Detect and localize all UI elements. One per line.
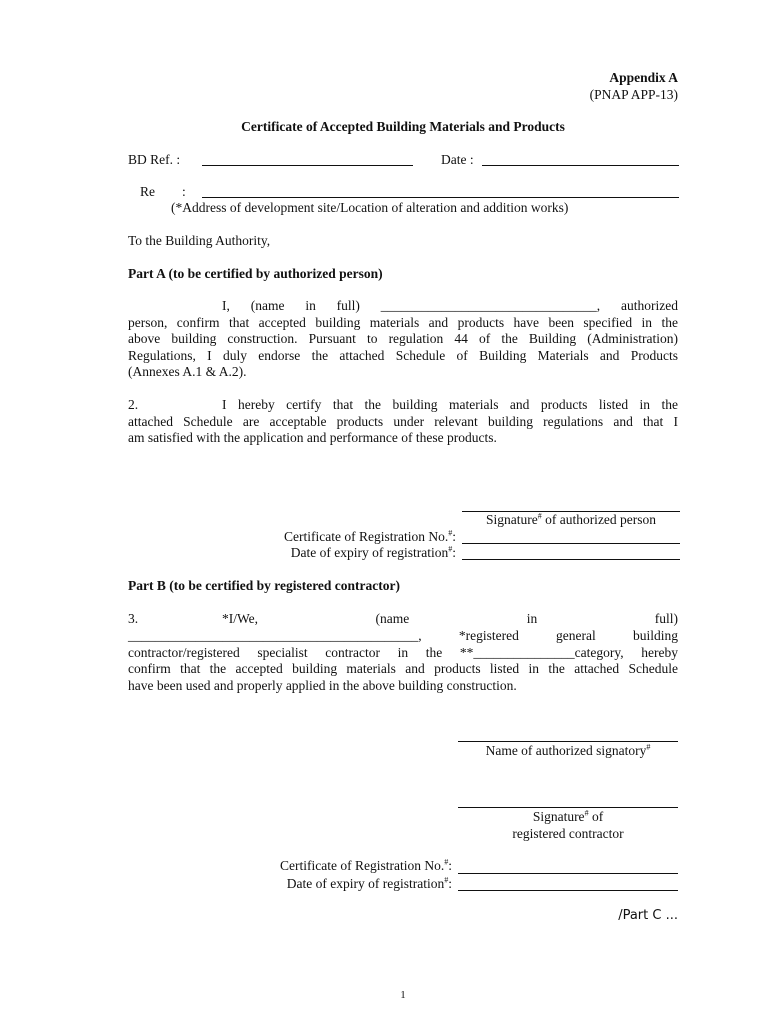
ap-signature-label: Signature# of authorized person bbox=[485, 511, 657, 527]
paragraph-line: I hereby certify that the building materials and products listed in the bbox=[222, 397, 678, 412]
paragraph-line: Regulations, I duly endorse the attached Schedule of Building Materials and Products bbox=[128, 347, 678, 363]
lead-word: *I/We, bbox=[222, 611, 259, 626]
paragraph-3-lead bbox=[222, 611, 678, 628]
paragraph-line: contractor/registered specialist contractor in the **_______________category, hereby bbox=[128, 644, 678, 660]
paragraph-line: have been used and properly applied in the above building construction. bbox=[128, 677, 517, 693]
bd-ref-field[interactable] bbox=[202, 165, 413, 166]
bd-ref-label: BD Ref. : bbox=[128, 152, 181, 167]
appendix-label: Appendix A bbox=[609, 70, 678, 85]
contractor-signature-label: Signature# of bbox=[532, 808, 604, 824]
part-a-paragraph-2 bbox=[128, 397, 678, 447]
ap-cert-reg-label: Certificate of Registration No.#: bbox=[284, 528, 456, 544]
paragraph-line: ___________________________________________, *registered general building bbox=[128, 628, 678, 643]
ap-expiry-field[interactable] bbox=[462, 559, 680, 560]
paragraph-line: (Annexes A.1 & A.2). bbox=[128, 364, 247, 379]
rc-cert-reg-label: Certificate of Registration No.#: bbox=[280, 857, 452, 873]
signatory-name-label: Name of authorized signatory# bbox=[485, 742, 651, 758]
paragraph-line: I, (name in full) ________________________________, authorized bbox=[222, 298, 678, 313]
paragraph-2-number: 2. bbox=[128, 397, 139, 412]
part-b-paragraph-3 bbox=[128, 628, 678, 694]
re-address-note: (*Address of development site/Location of alteration and addition works) bbox=[171, 200, 569, 215]
paragraph-line: am satisfied with the application and performance of these products. bbox=[128, 430, 497, 445]
lead-word: in bbox=[526, 611, 538, 626]
paragraph-line: above building construction. Pursuant to regulation 44 of the Building (Administration) bbox=[128, 331, 678, 346]
re-colon: : bbox=[182, 184, 186, 199]
page-number: 1 bbox=[400, 989, 406, 1001]
re-label: Re bbox=[140, 184, 155, 199]
salutation: To the Building Authority, bbox=[128, 233, 271, 248]
reference-code: (PNAP APP-13) bbox=[589, 87, 678, 102]
continuation-note: /Part C ... bbox=[618, 908, 678, 923]
signatory-name-line[interactable] bbox=[458, 741, 678, 742]
part-a-heading: Part A (to be certified by authorized person) bbox=[128, 266, 383, 281]
part-a-paragraph-1 bbox=[128, 298, 678, 381]
date-field[interactable] bbox=[482, 165, 679, 166]
paragraph-line: confirm that the accepted building materials and products listed in the attached Schedule bbox=[128, 661, 678, 676]
part-b-heading: Part B (to be certified by registered contractor) bbox=[128, 578, 401, 593]
paragraph-3-number: 3. bbox=[128, 611, 139, 626]
lead-word: (name bbox=[375, 611, 410, 626]
paragraph-line: attached Schedule are acceptable products under relevant building regulations and that I bbox=[128, 413, 678, 429]
contractor-signature-line[interactable] bbox=[458, 807, 678, 808]
date-label: Date : bbox=[441, 152, 474, 167]
contractor-signature-sublabel: registered contractor bbox=[512, 826, 624, 841]
ap-expiry-label: Date of expiry of registration#: bbox=[290, 544, 456, 560]
rc-expiry-field[interactable] bbox=[458, 890, 678, 891]
lead-word: full) bbox=[654, 611, 678, 626]
ap-cert-reg-field[interactable] bbox=[462, 543, 680, 544]
re-address-field[interactable] bbox=[202, 197, 679, 198]
document-title: Certificate of Accepted Building Materials and Products bbox=[241, 119, 565, 134]
rc-expiry-label: Date of expiry of registration#: bbox=[286, 875, 452, 891]
paragraph-line: person, confirm that accepted building materials and products have been specified in the bbox=[128, 314, 678, 330]
rc-cert-reg-field[interactable] bbox=[458, 873, 678, 874]
